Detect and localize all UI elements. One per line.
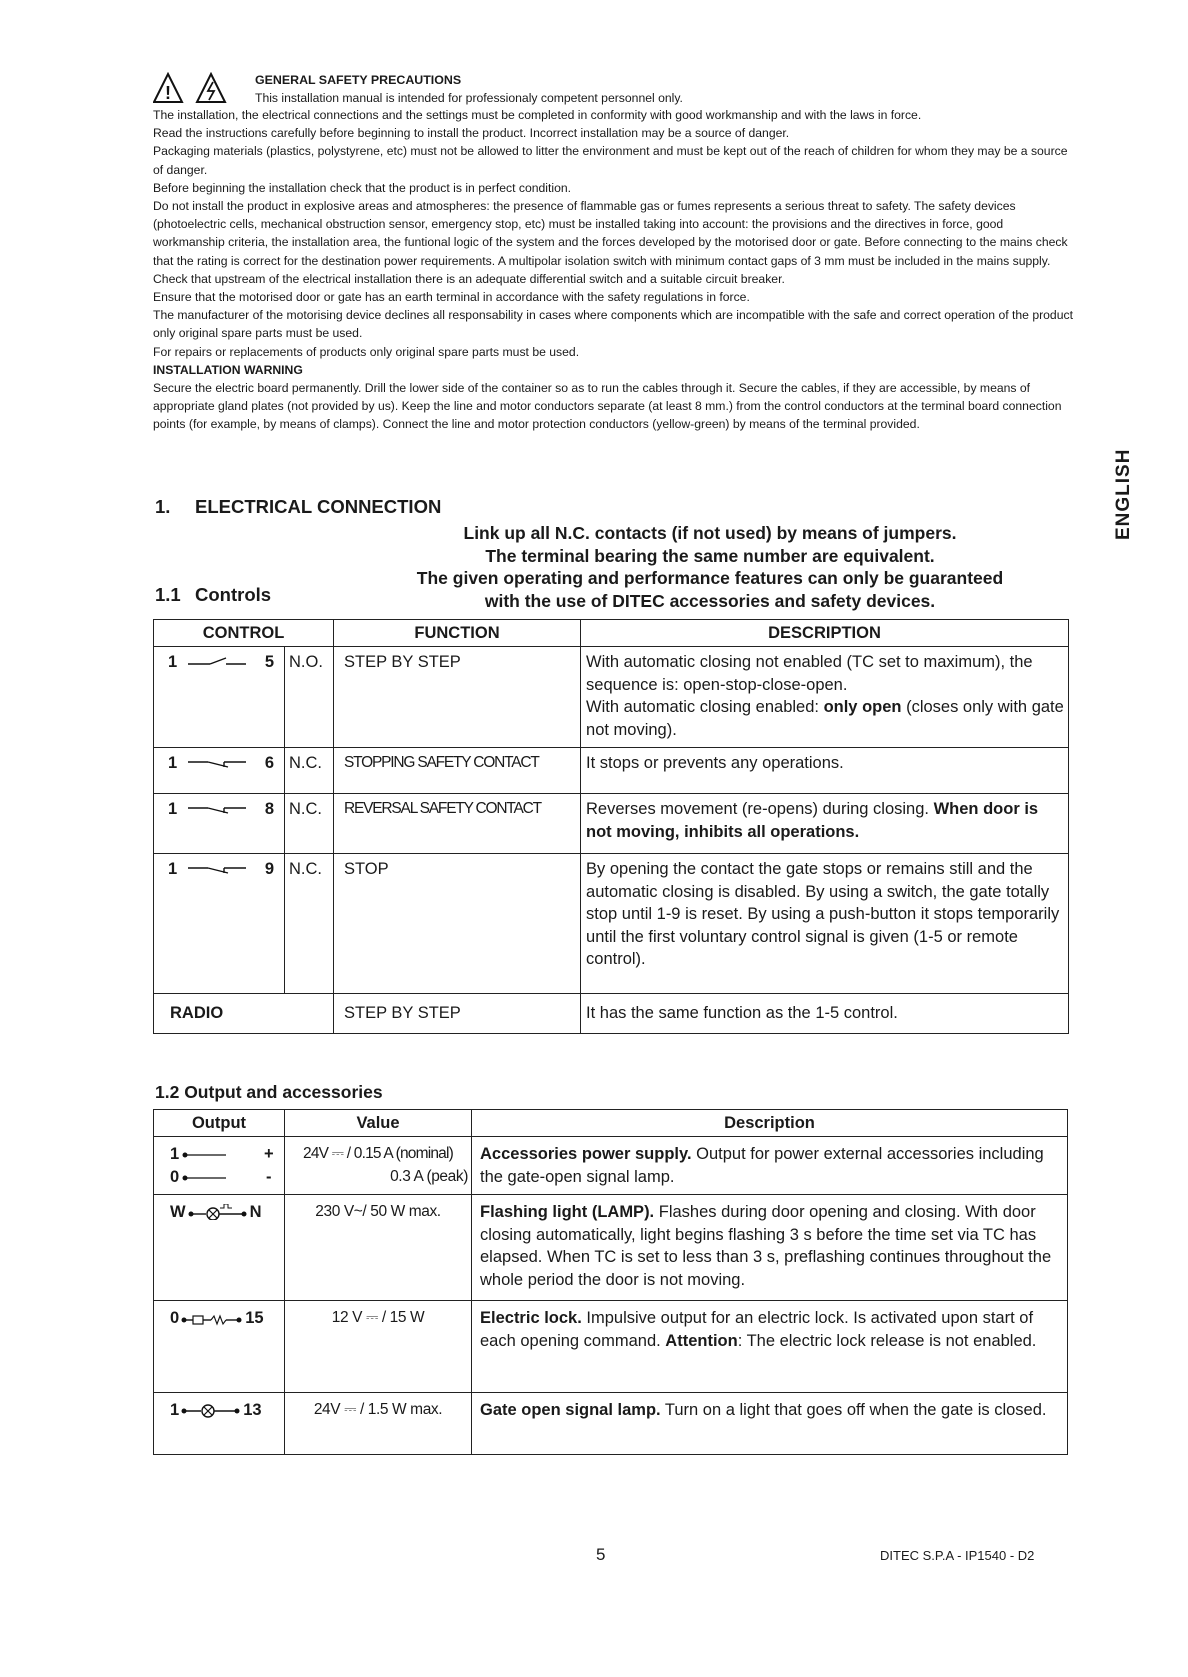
value-line: 24V ⎓ / 1.5 W max. xyxy=(313,1401,443,1418)
table-row xyxy=(154,647,1069,748)
output-text-2: : The electric lock release is not enabled. xyxy=(737,1331,1037,1350)
safety-paragraph: Read the instructions carefully before beginning to install the product. Incorrect installation may be a source of danger. xyxy=(153,126,790,141)
value-line: 12 V ⎓ / 15 W xyxy=(331,1309,425,1326)
table-row xyxy=(154,1301,1068,1393)
col-header-function: FUNCTION xyxy=(334,620,581,647)
terminal-label: N xyxy=(249,1203,262,1221)
safety-paragraph: Before beginning the installation check that the product is in perfect condition. xyxy=(153,180,572,195)
outputs-table xyxy=(153,1109,1068,1455)
output-symbol xyxy=(154,1195,285,1301)
wire-icon xyxy=(182,1149,226,1159)
terminal-from: 1 xyxy=(168,800,178,818)
col-header-output: Output xyxy=(154,1110,285,1137)
polarity-label: - xyxy=(266,1167,272,1186)
note-line: The terminal bearing the same number are equivalent. xyxy=(485,545,935,566)
col-header-value: Value xyxy=(285,1110,472,1137)
description-line: Reverses movement (re-opens) during closing. When door is not moving, inhibits all operations. xyxy=(586,800,1039,841)
note-line: with the use of DITEC accessories and safety devices. xyxy=(484,590,936,611)
table-row xyxy=(154,1393,1068,1455)
output-name: Electric lock. xyxy=(480,1309,582,1327)
output-value xyxy=(285,1393,472,1455)
contact-type: N.O. xyxy=(285,647,334,748)
output-text: Output for power external accessories including the gate-open signal lamp. xyxy=(480,1145,1044,1186)
controls-number: 1.1 xyxy=(155,584,181,605)
section-number: 1. xyxy=(155,496,171,517)
safety-paragraph: For repairs or replacements of products only original spare parts must be used. xyxy=(153,344,580,359)
output-symbol xyxy=(154,1137,285,1195)
safety-paragraph: Packaging materials (plastics, polystyrene, etc) must not be allowed to litter the environment and must be kept out of the reach of children for whom they may be a source of danger. xyxy=(153,144,1068,177)
terminal-pair xyxy=(154,794,285,854)
table-row xyxy=(154,1137,1068,1195)
table-row xyxy=(154,1195,1068,1301)
wiring-notes xyxy=(330,522,1090,612)
function-cell: REVERSAL SAFETY CONTACT xyxy=(334,794,581,854)
description-cell xyxy=(581,854,1069,994)
note-line: The given operating and performance features can only be guaranteed xyxy=(416,568,1004,588)
function-cell: STOP xyxy=(334,854,581,994)
value-line: 24V ⎓ / 0.15 A (nominal) xyxy=(303,1145,453,1162)
output-description xyxy=(472,1301,1068,1393)
section-title xyxy=(155,496,441,518)
terminal-label: 1 xyxy=(170,1145,180,1163)
safety-paragraph: The installation, the electrical connections and the settings must be completed in conformity with good workmanship and with the laws in force. xyxy=(153,108,922,122)
output-text: Impulsive output for an electric lock. Is activated upon start of each opening command. xyxy=(480,1309,1034,1350)
table-row-radio xyxy=(154,994,1069,1034)
safety-intro: This installation manual is intended for professionaly competent personnel only. xyxy=(255,91,683,105)
output-description xyxy=(472,1195,1068,1301)
terminal-from: 1 xyxy=(168,653,178,671)
terminal-from: 1 xyxy=(168,754,178,772)
terminal-label: 0 xyxy=(170,1167,180,1186)
safety-paragraph: The manufacturer of the motorising device declines all responsability in cases where components which are incompatible with the safe and correct operation of the product only original spare parts must be used. xyxy=(153,308,1073,341)
table-row xyxy=(154,854,1069,994)
description-line: It stops or prevents any operations. xyxy=(586,754,844,772)
col-header-description: Description xyxy=(472,1110,1068,1137)
terminal-label: 0 xyxy=(170,1309,180,1327)
table-header-row xyxy=(154,1110,1068,1137)
installation-warning-text: Secure the electric board permanently. Drill the lower side of the container so as to run the cables through it. Secure the cables, if they are accessible, by means of appropriate gland plates (not provided by us). Keep the line and motor conductors separate (at least 8 mm.) from the control conductors at the terminal board connection points (for example, by means of clamps). Connect the line and motor protection conductors (yellow-green) by means of the terminal provided. xyxy=(153,381,1062,432)
controls-table xyxy=(153,619,1069,1034)
description-cell xyxy=(581,748,1069,794)
output-name: Accessories power supply. xyxy=(480,1145,692,1163)
terminal-label: 15 xyxy=(245,1309,264,1327)
value-line: 230 V~/ 50 W max. xyxy=(315,1203,441,1220)
output-description xyxy=(472,1137,1068,1195)
col-header-description: DESCRIPTION xyxy=(581,620,1069,647)
signal-lamp-icon xyxy=(181,1402,241,1418)
safety-precautions xyxy=(153,70,1073,434)
safety-paragraph: Ensure that the motorised door or gate has an earth terminal in accordance with the safety regulations in force. xyxy=(153,290,750,305)
description-line: With automatic closing enabled: only open (closes only with gate not moving). xyxy=(586,698,1064,739)
table-header-row xyxy=(154,620,1069,647)
lamp-icon xyxy=(188,1204,248,1220)
output-symbol xyxy=(154,1301,285,1393)
electric-lock-icon xyxy=(181,1310,243,1326)
description-cell xyxy=(581,794,1069,854)
terminal-to: 6 xyxy=(264,754,274,772)
table-row xyxy=(154,794,1069,854)
switch-no-icon xyxy=(188,655,246,669)
output-value xyxy=(285,1137,472,1195)
radio-description: It has the same function as the 1-5 control. xyxy=(581,994,1069,1034)
function-cell: STEP BY STEP xyxy=(334,647,581,748)
output-value xyxy=(285,1195,472,1301)
language-tab: ENGLISH xyxy=(1113,448,1134,540)
switch-nc-icon xyxy=(188,802,246,816)
terminal-pair xyxy=(154,647,285,748)
output-text: Flashes during door opening and closing. With door closing automatically, light begins flashing 3 s before the time set via TC has elapsed. When TC is set to less than 3 s, preflashing continues throughout the whole period the door is not moving. xyxy=(480,1203,1052,1289)
switch-nc-icon xyxy=(188,756,246,770)
col-header-control: CONTROL xyxy=(154,620,334,647)
contact-type: N.C. xyxy=(285,794,334,854)
function-cell: STOPPING SAFETY CONTACT xyxy=(334,748,581,794)
terminal-label: 13 xyxy=(243,1401,262,1419)
terminal-to: 5 xyxy=(264,653,274,671)
output-symbol xyxy=(154,1393,285,1455)
warning-triangle-icon xyxy=(153,72,243,106)
terminal-label: 1 xyxy=(170,1401,180,1419)
switch-nc-icon xyxy=(188,862,246,876)
note-line: Link up all N.C. contacts (if not used) by means of jumpers. xyxy=(463,523,957,543)
outputs-title: 1.2 Output and accessories xyxy=(155,1082,383,1102)
polarity-label: + xyxy=(264,1145,274,1163)
description-cell xyxy=(581,647,1069,748)
description-line: With automatic closing not enabled (TC set to maximum), the sequence is: open-stop-close-open. xyxy=(586,653,1033,694)
warning-icons xyxy=(153,72,243,111)
page-number: 5 xyxy=(596,1545,606,1564)
radio-function: STEP BY STEP xyxy=(334,994,581,1034)
value-line: 0.3 A (peak) xyxy=(390,1167,468,1185)
output-text: Turn on a light that goes off when the gate is closed. xyxy=(660,1401,1047,1419)
output-name: Gate open signal lamp. xyxy=(480,1401,661,1419)
controls-heading: Controls xyxy=(195,584,272,605)
output-description xyxy=(472,1393,1068,1455)
svg-text:!: ! xyxy=(165,83,171,103)
terminal-from: 1 xyxy=(168,860,178,878)
controls-title xyxy=(155,584,271,606)
installation-warning-title: INSTALLATION WARNING xyxy=(153,362,303,377)
terminal-pair xyxy=(154,854,285,994)
terminal-pair xyxy=(154,748,285,794)
attention-label: Attention xyxy=(665,1331,738,1350)
output-name: Flashing light (LAMP). xyxy=(480,1203,655,1221)
safety-paragraph: Check that upstream of the electrical installation there is an adequate differential switch and a suitable circuit breaker. xyxy=(153,271,785,286)
output-value xyxy=(285,1301,472,1393)
terminal-to: 9 xyxy=(264,860,274,878)
section-heading: ELECTRICAL CONNECTION xyxy=(195,496,442,517)
table-row xyxy=(154,748,1069,794)
safety-paragraph: Do not install the product in explosive areas and atmospheres: the presence of flammable gas or fumes represents a serious threat to safety. The safety devices (photoelectric cells, mechanical obstruction sensor, emergency stop, etc) must be installed taking into account: the provisions and the directives in force, good workmanship criteria, the installation area, the funtional logic of the system and the forces developed by the motorised door or gate. Before connecting to the mains check that the rating is correct for the destination power requirements. A multipolar isolation switch with minimum contact gaps of 3 mm must be included in the mains supply. xyxy=(153,199,1068,268)
radio-label: RADIO xyxy=(154,994,334,1034)
document-code: DITEC S.P.A - IP1540 - D2 xyxy=(880,1548,1035,1563)
terminal-to: 8 xyxy=(264,800,274,818)
safety-title: GENERAL SAFETY PRECAUTIONS xyxy=(255,73,462,87)
contact-type: N.C. xyxy=(285,854,334,994)
terminal-label: W xyxy=(170,1203,186,1221)
safety-paragraphs xyxy=(153,106,1073,361)
description-line: By opening the contact the gate stops or remains still and the automatic closing is disabled. By using a switch, the gate totally stop until 1-9 is reset. By using a push-button it stops temporarily until the first voluntary control signal is given (1-5 or remote control). xyxy=(586,860,1060,968)
contact-type: N.C. xyxy=(285,748,334,794)
wire-icon xyxy=(182,1172,226,1182)
